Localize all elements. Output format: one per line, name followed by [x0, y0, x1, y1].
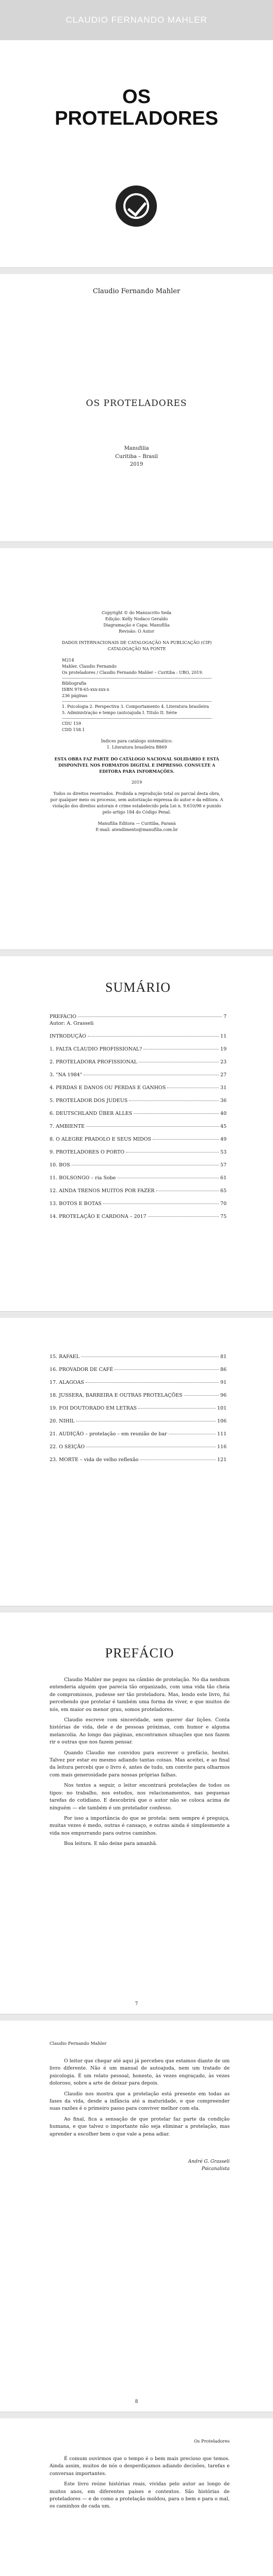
toc-leader-dots: [86, 1126, 219, 1127]
toc-entry[interactable]: [50, 1444, 227, 1450]
toc-entry-title: 21. AUDIÇÃO – protelação – em reunião de bar: [50, 1431, 167, 1437]
toc-leader-dots: [184, 1395, 219, 1396]
toc-entry[interactable]: [50, 1418, 227, 1424]
cover-title: [0, 87, 273, 130]
toc-entry-title: 5. PROTELADOR DOS JUDEUS: [50, 1098, 128, 1104]
toc-entry-title: 17. ALAGOAS: [50, 1380, 84, 1385]
toc-entry[interactable]: [50, 1098, 227, 1104]
copyright-year: 2019: [131, 780, 142, 785]
toc-entry-page: 23: [220, 1059, 227, 1065]
toc-entry-page: 11: [220, 1033, 227, 1039]
toc-leader-dots: [88, 1036, 219, 1037]
toc-entry-title: 7. AMBIENTE: [50, 1124, 85, 1129]
toc-entry-page: 96: [220, 1393, 227, 1398]
publisher-email: E-mail: atendimento@manufilia.com.br: [95, 827, 178, 832]
index-line: 1. Literatura brasileira B869: [106, 745, 167, 750]
cip-line: Mahler, Claudio Fernando: [62, 664, 117, 669]
page-9-text: [50, 2455, 230, 2511]
publisher-name: Manufilia: [124, 446, 149, 451]
toc-list-continued: [50, 1354, 227, 1463]
title-page-author: Claudio Fernando Mahler: [92, 287, 181, 295]
toc-entry[interactable]: [50, 1201, 227, 1207]
toc-entry[interactable]: [50, 1014, 227, 1020]
toc-entry-title: 16. PROVADOR DE CAFÉ: [50, 1367, 114, 1372]
rights-notice: ESTA OBRA FAZ PARTE DO CATÁLOGO NACIONAL SOLIDÁRIO E ESTÁ DISPONÍVEL NOS FORMATOS DIGITAL E IMPRESSO. CONSULTE A EDITORA PARA INFORMAÇÕES.: [54, 756, 219, 774]
toc-entry-page: 111: [217, 1431, 227, 1437]
toc-entry[interactable]: [50, 1214, 227, 1219]
toc-entry[interactable]: [50, 1033, 227, 1039]
toc-entry[interactable]: [50, 1059, 227, 1065]
page-number: 7: [135, 2002, 138, 2007]
toc-entry-page: 40: [220, 1111, 227, 1116]
toc-leader-dots: [126, 1152, 219, 1153]
paragraph: Este livro reúne histórias reais, vividas pelo autor ao longo de muitos anos, em diferentes países e contextos. São histórias de proteladores — e de como a protelação moldou, para o bem e para o mal, os caminhos de cada um.: [50, 2481, 230, 2510]
toc-entry-title: PREFÁCIO: [50, 1014, 76, 1020]
toc-entry-page: 57: [220, 1162, 227, 1168]
toc-entry-title: INTRODUÇÃO: [50, 1033, 86, 1039]
toc-entry-page: 7: [223, 1014, 227, 1020]
toc-entry-title: 19. FOI DOUTORADO EM LETRAS: [50, 1405, 137, 1411]
toc-entry-title: 23. MORTE – vida de velho reflexão: [50, 1457, 139, 1463]
title-page: [0, 274, 273, 542]
paragraph: Claudio Mahler me pegou na câmbio de protelação. No dia nenhum entenderia alguém que parecia tão organizado, com uma vida tão cheia de compromissos, pudesse ser tão proteladora. Mas, lendo este livro, fui percebendo que protelar é também uma forma de viver, e que muitos de nós, em maior ou menor grau, somos proteladores.: [50, 1677, 230, 1713]
publisher-logo-icon: [116, 185, 157, 227]
toc-entry-title: 3. "NA 1984": [50, 1072, 83, 1078]
paragraph: Claudio nos mostra que a protelação está presente em todas as fases da vida, desde a infância até a maturidade, e que compreender suas razões é o primeiro passo para conviver melhor com ela.: [50, 2091, 230, 2112]
toc-entry-title: 13. BOTOS E BOTAS: [50, 1201, 102, 1207]
toc-entry-title: 1. FALTA CLAUDIO PROFISSIONAL?: [50, 1046, 142, 1052]
publication-year: 2019: [130, 462, 143, 467]
toc-entry-title: 20. NIHIL: [50, 1418, 75, 1424]
toc-entry-page: 36: [220, 1098, 227, 1104]
cip-line: M214: [62, 658, 74, 663]
toc-entry-page: 31: [220, 1085, 227, 1091]
cip-line: CDD 158.1: [62, 727, 85, 732]
toc-entry-page: 81: [220, 1354, 227, 1360]
credit-line: Edição: Kelly Nodaco Geraldo: [105, 617, 168, 621]
text-page-8: [0, 2021, 273, 2412]
contact-block: [49, 821, 224, 833]
toc-leader-dots: [115, 1369, 219, 1370]
summary-page: [0, 956, 273, 1312]
cip-line: ISBN 978-65-xxx-xxx-x: [62, 687, 109, 692]
toc-entry-page: 27: [220, 1072, 227, 1078]
toc-entry-page: 53: [220, 1149, 227, 1155]
paragraph: Por isso a importância do que se protela: nem sempre é preguiça, muitas vezes é medo, outras é cansaço, e outras ainda é simplesmente a vida nos empurrando para outros caminhos.: [50, 1815, 230, 1836]
toc-entry[interactable]: [50, 1367, 227, 1372]
toc-leader-dots: [153, 1139, 219, 1140]
toc-entry[interactable]: [50, 1149, 227, 1155]
toc-entry-title: 6. DEUTSCHLAND ÜBER ALLES: [50, 1111, 133, 1116]
toc-entry-page: 116: [217, 1444, 227, 1450]
cip-line: CDU 159: [62, 721, 82, 726]
toc-leader-dots: [86, 1382, 219, 1383]
signature-name: André G. Grasseli: [188, 2159, 230, 2165]
cover-title-line2: PROTELADORES: [55, 107, 218, 129]
toc-entry[interactable]: [50, 1431, 227, 1437]
toc-entry[interactable]: [50, 1162, 227, 1168]
toc-entry-title: 8. O ALEGRE PRADOLO E SEUS MIDOS: [50, 1137, 151, 1142]
toc-entry-page: 75: [220, 1214, 227, 1219]
credit-line: Copyright © do Manuscrito Seda: [102, 611, 171, 615]
cover-top-band: [0, 0, 273, 40]
toc-entry-page: 86: [220, 1367, 227, 1372]
toc-entry-title: 15. RAFAEL: [50, 1354, 80, 1360]
paragraph: Claudio escreve com sinceridade, sem querer dar lições. Conta histórias de vida, dele e de pessoas próximas, com humor e alguma melancolia. Ao longo das páginas, encontramos situações que nos fazem rir e outras que nos fazem pensar.: [50, 1717, 230, 1745]
toc-entry-title: 14. PROTELAÇÃO E CARDONA – 2017: [50, 1214, 147, 1219]
toc-entry[interactable]: [50, 1111, 227, 1116]
toc-entry[interactable]: [50, 1046, 227, 1052]
paragraph: Quando Claudio me convidou para escrever o prefácio, hesitei. Talvez por estar eu mesmo adiando tantas coisas. Mas aceitei, e ao final da leitura percebi que o livro é, antes de tudo, um convite para olharmos com mais generosidade para nossas próprias falhas.: [50, 1750, 230, 1778]
toc-entry-title: 11. BOLSONGO – ria Sobe: [50, 1175, 116, 1181]
cover-author: CLAUDIO FERNANDO MAHLER: [66, 15, 207, 25]
preface-page: [0, 1613, 273, 2014]
toc-list: [50, 1014, 227, 1219]
toc-leader-dots: [129, 1100, 219, 1101]
summary-page-continued: [0, 1318, 273, 1606]
page-number: 8: [135, 2399, 138, 2404]
toc-entry-page: 70: [220, 1201, 227, 1207]
toc-entry-page: 45: [220, 1124, 227, 1129]
cover-title-line1: OS: [122, 86, 151, 108]
preface-text: [50, 1676, 230, 1848]
toc-entry[interactable]: [50, 1457, 227, 1463]
running-head: Claudio Fernando Mahler: [50, 2041, 107, 2046]
signature-block: [50, 2159, 230, 2173]
toc-entry[interactable]: [50, 1137, 227, 1142]
rights-text: Todos os direitos reservados. Proibida a reprodução total ou parcial desta obra, por qualquer meio ou processo, sem autorização expressa do autor e da editora. A violação dos direitos autorais é crime estabelecido pela Lei n. 9.610/98 e punido pelo artigo 184 do Código Penal.: [50, 791, 223, 815]
toc-leader-dots: [78, 1016, 222, 1017]
credits-block: [0, 610, 273, 635]
toc-sub-line: Autor: A. Grasseli: [50, 1021, 94, 1026]
summary-heading: SUMÁRIO: [105, 980, 171, 995]
toc-entry[interactable]: [50, 1354, 227, 1360]
copyright-page: [0, 548, 273, 950]
paragraph: Nos textos a seguir, o leitor encontrará protelações de todos os tipos: no trabalho, nos estudos, nos relacionamentos, nas pequenas tarefas do cotidiano. E descobrirá que o autor não se coloca acima de ninguém — ele também é um protelador confesso.: [50, 1783, 230, 1811]
publisher-contact: Manufilia Editora — Curitiba, Paraná: [98, 821, 176, 826]
toc-entry[interactable]: [50, 1393, 227, 1398]
index-header: Índices para catálogo sistemático:: [101, 739, 173, 743]
paragraph: O leitor que chegar até aqui já percebeu que estamos diante de um livro diferente. Não é um manual de autoajuda, nem um tratado de psicologia. É um relato pessoal, honesto, às vezes engraçado, às vezes doloroso, sobre a arte de deixar para depois.: [50, 2058, 230, 2087]
toc-leader-dots: [148, 1216, 219, 1217]
index-block: [49, 738, 224, 751]
cip-line: 236 páginas: [62, 693, 88, 698]
toc-entry-title: 10. BOS: [50, 1162, 70, 1168]
toc-entry-page: 91: [220, 1380, 227, 1385]
toc-entry[interactable]: [50, 1124, 227, 1129]
running-head: Os Proteladores: [194, 2439, 230, 2444]
title-page-imprint: [0, 445, 273, 469]
text-page-9: [0, 2418, 273, 2576]
toc-entry-title: 22. O SEIÇÃO: [50, 1444, 85, 1450]
paragraph: Boa leitura. E não deixe para amanhã.: [64, 1841, 157, 1847]
toc-entry[interactable]: [50, 1188, 227, 1194]
credit-line: Diagramação e Capa: Manufilia: [103, 623, 170, 628]
toc-entry-page: 65: [220, 1188, 227, 1194]
toc-entry-page: 19: [220, 1046, 227, 1052]
toc-entry-title: 9. PROTELADORES O PORTO: [50, 1149, 124, 1155]
toc-entry-title: 2. PROTELADORA PROFISSIONAL: [50, 1059, 137, 1065]
toc-entry[interactable]: [50, 1405, 227, 1411]
preface-heading: PREFÁCIO: [105, 1646, 174, 1660]
credit-line: Revisão: O Autor: [119, 629, 154, 634]
toc-entry-page: 101: [217, 1405, 227, 1411]
signature-role: Psicanalista: [201, 2166, 230, 2172]
paragraph: Ao final, fica a sensação de que protelar faz parte da condição humana, e que talvez o importante não seja eliminar a protelação, mas aprender a escolher bem o que vale a pena adiar.: [50, 2116, 230, 2137]
toc-entry[interactable]: [50, 1085, 227, 1091]
toc-entry-page: 121: [217, 1457, 227, 1463]
toc-entry-title: 12. AINDA TRENOS MUITOS POR FAZER: [50, 1188, 155, 1194]
cover-page: [0, 0, 273, 268]
toc-entry-title: 4. PERDAS E DANOS OU PERDAS E GANHOS: [50, 1085, 166, 1091]
cip-line: 1. Psicologia 2. Perspectiva 3. Comportamento 4. Literatura brasileira 5. Administração e tempo (auto)ajuda I. Título II. Série: [62, 704, 209, 715]
toc-leader-dots: [138, 1408, 216, 1409]
toc-entry-page: 106: [217, 1418, 227, 1424]
cip-line: Bibliografia: [62, 681, 87, 686]
cip-header: DADOS INTERNACIONAIS DE CATALOGAÇÃO NA PUBLICAÇÃO (CIP) CATALOGAÇÃO NA FONTE: [61, 640, 212, 651]
page-8-text: [50, 2058, 230, 2138]
toc-entry-title: 18. JUSSERA, BARREIRA E OUTRAS PROTELAÇÕES: [50, 1393, 183, 1398]
publisher-city: Curitiba – Brasil: [115, 453, 158, 460]
cip-line: Os proteladores / Claudio Fernando Mahler – Curitiba : UBO, 2019.: [62, 670, 203, 675]
title-page-title: OS PROTELADORES: [86, 398, 187, 409]
toc-entry[interactable]: [50, 1380, 227, 1385]
toc-entry-page: 49: [220, 1137, 227, 1142]
toc-entry[interactable]: [50, 1175, 227, 1181]
cip-card: [62, 657, 212, 733]
toc-leader-dots: [134, 1113, 219, 1114]
toc-entry[interactable]: [50, 1072, 227, 1078]
toc-entry-page: 61: [220, 1175, 227, 1181]
paragraph: É comum ouvirmos que o tempo é o bem mais precioso que temos. Ainda assim, muitos de nós o desperdiçamos adiando decisões, tarefas e conversas importantes.: [50, 2456, 230, 2477]
